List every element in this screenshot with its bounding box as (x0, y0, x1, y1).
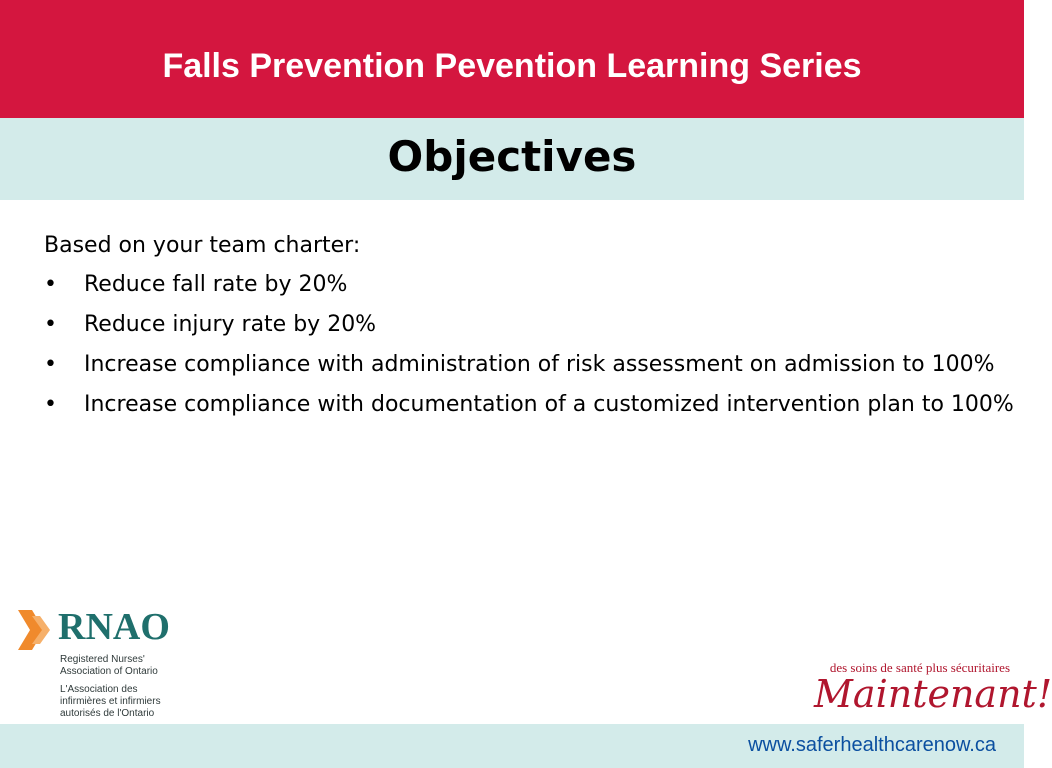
safer-healthcare-logo (808, 648, 1052, 726)
footer-url-link[interactable]: www.saferhealthcarenow.ca (748, 734, 996, 756)
bullet-icon: • (44, 272, 57, 297)
intro-text: Based on your team charter: (44, 233, 361, 258)
objective-text: Increase compliance with administration of risk assessment on admission to 100% (84, 352, 995, 377)
rnao-english-line: Registered Nurses' (60, 654, 145, 665)
bullet-icon: • (44, 352, 57, 377)
objective-text: Reduce fall rate by 20% (84, 272, 348, 297)
rnao-wordmark: RNAO (58, 606, 170, 648)
objective-item (44, 307, 1019, 342)
slide-title: Objectives (387, 132, 637, 181)
bullet-icon: • (44, 312, 57, 337)
rnao-logo (18, 606, 218, 721)
rnao-french-line: infirmières et infirmiers (60, 696, 161, 707)
series-title: Falls Prevention Pevention Learning Series (162, 47, 862, 85)
rnao-french-name (60, 684, 210, 720)
rnao-french-line: L'Association des (60, 684, 138, 695)
objective-text: Reduce injury rate by 20% (84, 312, 377, 337)
objectives-list (44, 267, 1019, 422)
slide-body (44, 228, 1019, 427)
rnao-english-line: Association of Ontario (60, 666, 158, 677)
objective-item (44, 267, 1019, 302)
objective-item (44, 347, 1019, 382)
rnao-english-name (60, 654, 210, 678)
bullet-icon: • (44, 392, 57, 417)
objective-item (44, 387, 1019, 422)
rnao-chevron-icon (18, 610, 56, 650)
safer-healthcare-tagline: des soins de santé plus sécuritaires (829, 660, 1010, 675)
rnao-french-line: autorisés de l'Ontario (60, 708, 155, 719)
objective-text: Increase compliance with documentation of a customized intervention plan to 100% (84, 392, 1014, 417)
safer-healthcare-script: Maintenant! (814, 672, 1052, 716)
